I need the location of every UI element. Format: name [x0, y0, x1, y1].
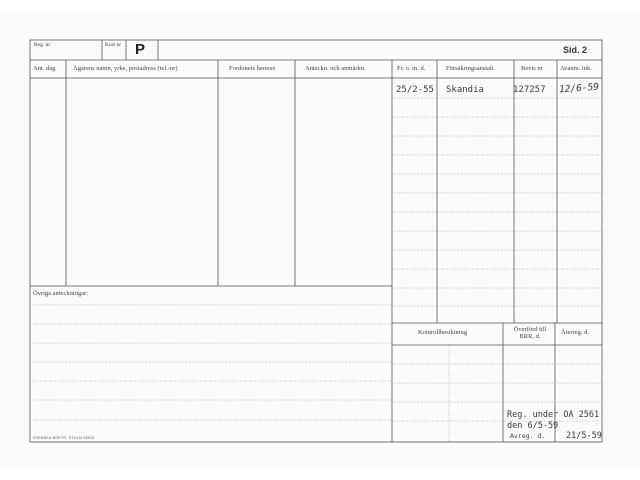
overford-header: Överförd till BRR. d. [513, 326, 547, 341]
col-avanm: Avanm. ink. [560, 65, 592, 72]
outer-frame [30, 40, 602, 442]
note-den: den 6/5-59 [507, 421, 559, 431]
printer-imprint: SVENSKA BOKTR. STHLM 55515 [33, 436, 95, 440]
col-anteckn: Anteckn. och anmärkn. [305, 65, 366, 72]
page-number: Sid. 2 [563, 45, 588, 55]
col-fordon: Fordonets hemort [229, 65, 276, 72]
kontroll-header: Kontrollbesiktning [418, 329, 468, 336]
col-agare: Ägarens namn, yrke, postadress (tel.-nr) [73, 65, 178, 72]
note-reg-under: Reg. under OA 2561 [507, 410, 600, 420]
atterreg-header: Återreg. d. [561, 329, 589, 336]
note-avreg-label: Avreg. d. [510, 432, 546, 440]
entry-avanm: 12/6-59 [558, 81, 600, 96]
col-fr-o-m-d: Fr. o. m. d. [397, 65, 426, 72]
kort-value: P [135, 41, 146, 58]
kort-label: Kort nr [105, 42, 122, 48]
side-faint-text: · · · · · · · · · · · · · · · · · · · · · · · · · · · [4, 193, 10, 300]
ovriga-label: Övriga anteckningar: [33, 290, 89, 297]
reg-label: Reg. nr [34, 42, 51, 48]
col-forsakring: Försäkringsanstalt [446, 65, 494, 72]
entry-insurer: Skandia [446, 85, 484, 95]
col-ant-dag: Ant. dag [33, 65, 56, 72]
entry-bevis: 127257 [513, 85, 546, 95]
entry-date: 25/2-55 [396, 85, 434, 95]
col-bevis-nr: Bevis nr [521, 65, 543, 72]
note-avreg-date: 21/5-59 [566, 431, 602, 441]
